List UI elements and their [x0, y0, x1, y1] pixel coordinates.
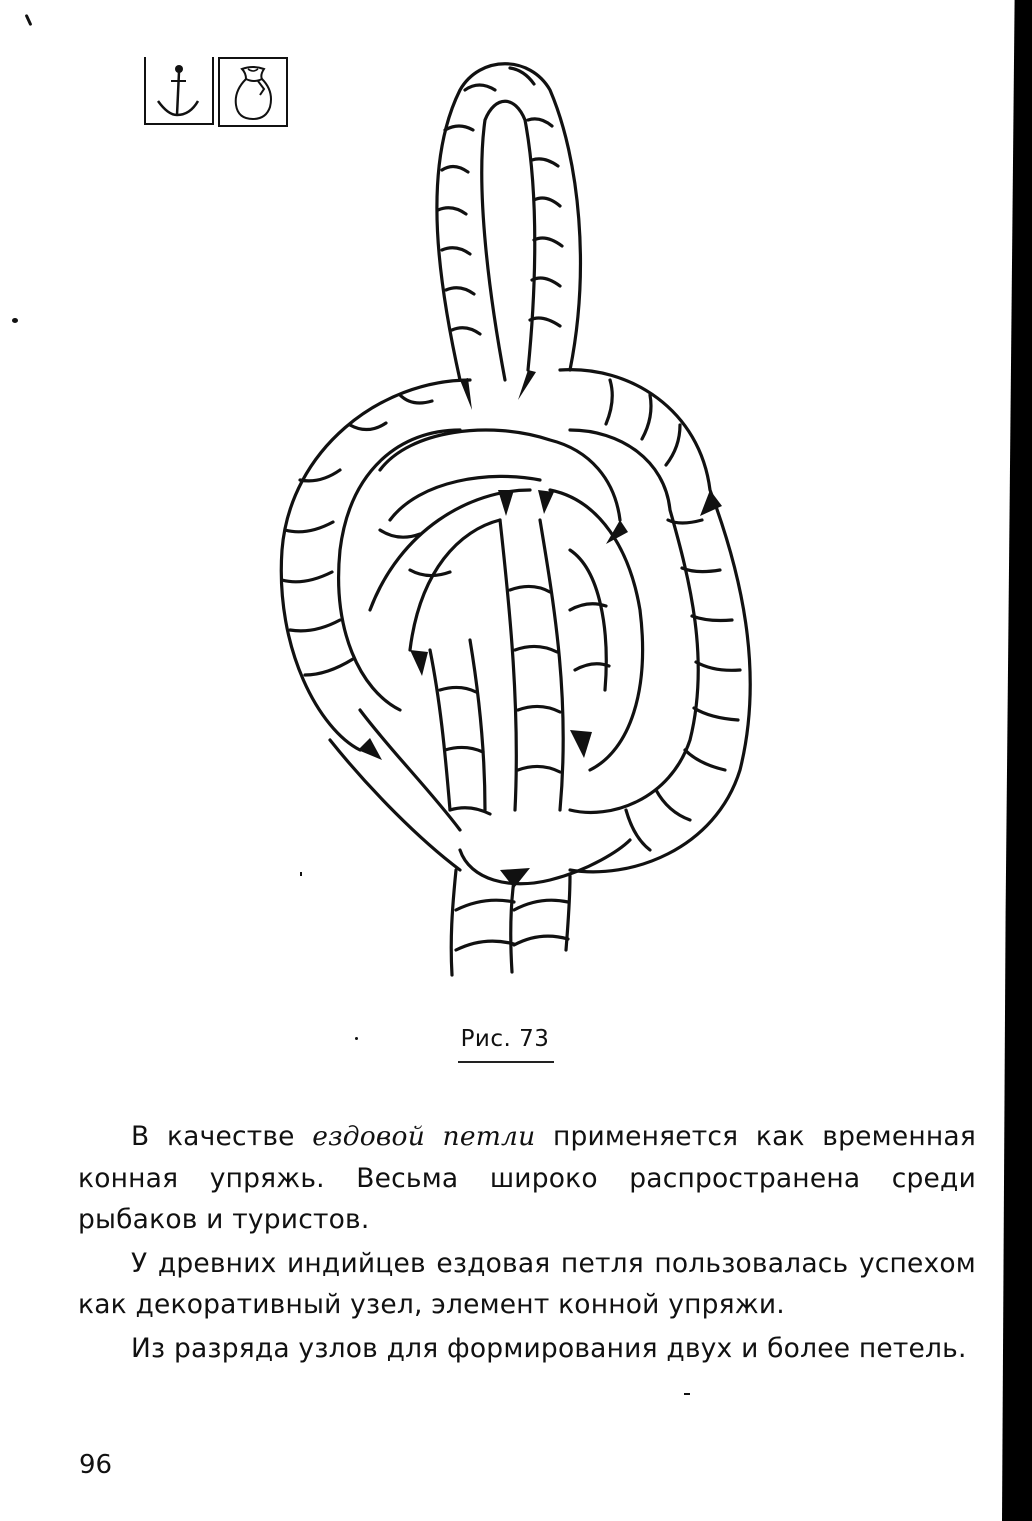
rope-knot-illustration: [270, 50, 770, 980]
knot-figure: [270, 50, 770, 980]
paragraph-1-rest: применяется как временная конная упряжь. Весьма широко распространена среди рыбаков и туристов.: [78, 1121, 976, 1235]
body-text: [78, 1116, 976, 1369]
anchor-symbol-box: [144, 57, 214, 125]
scan-artifact: [25, 14, 33, 26]
anchor-icon: [146, 57, 212, 123]
paragraph-1: [78, 1116, 976, 1241]
page-number: 96: [79, 1450, 113, 1480]
paragraph-2: У древних индийцев ездовая петля пользовалась успехом как декоративный узел, элемент конной упряжи.: [78, 1247, 976, 1320]
figure-caption: Рис. 73: [460, 1026, 550, 1052]
paragraph-1-start: В качестве: [131, 1121, 313, 1152]
scanned-page-edge: [1002, 0, 1032, 1521]
knot-category-symbols: [144, 57, 288, 127]
scan-artifact: [355, 1037, 358, 1040]
paragraph-3: Из разряда узлов для формирования двух и более петель.: [131, 1332, 967, 1364]
caption-underline: [458, 1061, 554, 1063]
scan-artifact: [684, 1393, 690, 1395]
scan-artifact: [12, 318, 18, 323]
knot-name-emphasis: ездовой петли: [312, 1121, 536, 1152]
